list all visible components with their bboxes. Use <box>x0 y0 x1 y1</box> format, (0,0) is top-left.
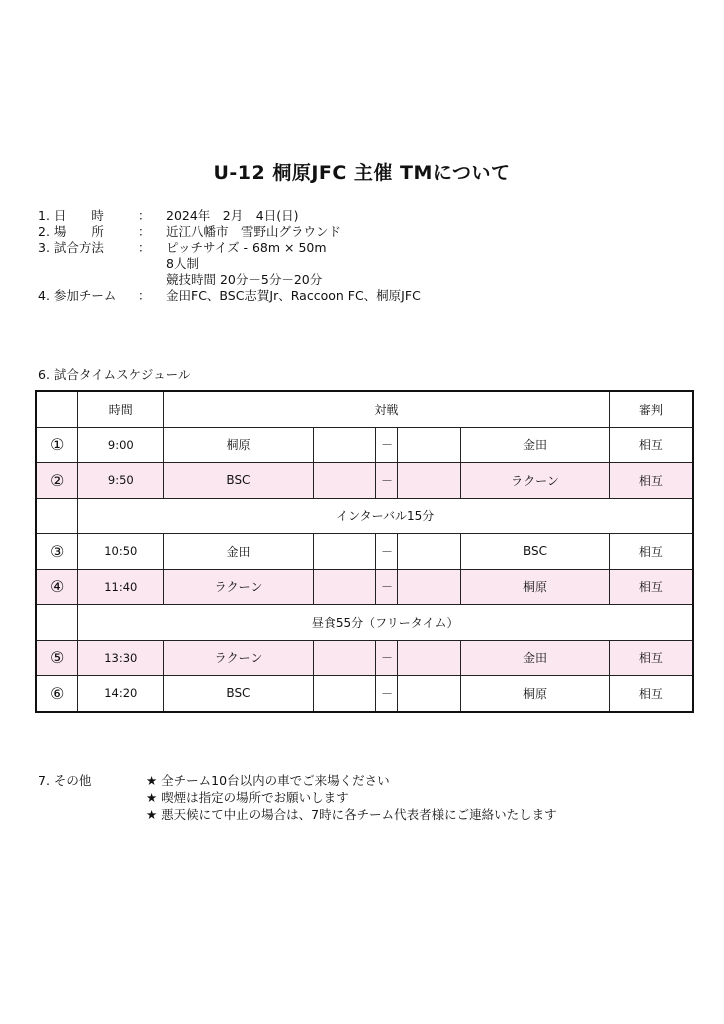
header-time: 時間 <box>78 391 164 427</box>
referee: 相互 <box>609 569 693 605</box>
info-value: 金田FC、BSC志賀Jr、Raccoon FC、桐原JFC <box>166 288 421 303</box>
match-dash: － <box>376 463 398 499</box>
home-score <box>313 569 376 605</box>
info-label: 2. 場 所 <box>38 224 104 239</box>
away-score <box>398 569 461 605</box>
other-item: ★ 喫煙は指定の場所でお願いします <box>146 790 349 805</box>
info-values <box>166 224 341 240</box>
away-score <box>398 427 461 463</box>
match-time: 13:30 <box>78 640 164 676</box>
info-value: 8人制 <box>166 256 199 271</box>
match-row <box>36 534 693 570</box>
referee: 相互 <box>609 640 693 676</box>
away-team: ラクーン <box>461 463 610 499</box>
page-title: U-12 桐原JFC 主催 TMについて <box>213 162 511 184</box>
other-notes <box>38 772 557 823</box>
info-colon: ： <box>138 224 151 239</box>
event-info <box>38 208 421 304</box>
schedule-header-row <box>36 391 693 427</box>
away-team: BSC <box>461 534 610 570</box>
info-value: 競技時間 20分－5分－20分 <box>166 272 323 287</box>
home-team: BSC <box>164 676 314 712</box>
header-match: 対戦 <box>164 391 610 427</box>
match-time: 14:20 <box>78 676 164 712</box>
info-row <box>38 208 421 224</box>
match-row <box>36 463 693 499</box>
away-team: 桐原 <box>461 676 610 712</box>
match-time: 11:40 <box>78 569 164 605</box>
home-team: ラクーン <box>164 569 314 605</box>
match-row <box>36 427 693 463</box>
info-colon: ： <box>138 208 151 223</box>
other-items <box>146 772 557 823</box>
referee: 相互 <box>609 676 693 712</box>
match-time: 10:50 <box>78 534 164 570</box>
other-item: ★ 全チーム10台以内の車でご来場ください <box>146 773 390 788</box>
match-time: 9:00 <box>78 427 164 463</box>
schedule-heading: 6. 試合タイムスケジュール <box>38 367 191 382</box>
referee: 相互 <box>609 463 693 499</box>
away-team: 金田 <box>461 427 610 463</box>
info-row <box>38 224 421 240</box>
match-dash: － <box>376 676 398 712</box>
away-score <box>398 534 461 570</box>
home-score <box>313 534 376 570</box>
home-team: ラクーン <box>164 640 314 676</box>
match-number: ④ <box>36 569 78 605</box>
home-team: BSC <box>164 463 314 499</box>
home-score <box>313 463 376 499</box>
home-score <box>313 676 376 712</box>
home-team: 桐原 <box>164 427 314 463</box>
break-row <box>36 498 693 534</box>
info-values <box>166 240 327 288</box>
info-value: 近江八幡市 雪野山グラウンド <box>166 224 342 239</box>
header-blank <box>36 391 78 427</box>
away-score <box>398 676 461 712</box>
match-number: ② <box>36 463 78 499</box>
info-value: 2024年 2月 4日(日) <box>166 208 299 223</box>
info-values <box>166 288 421 304</box>
match-row <box>36 569 693 605</box>
match-dash: － <box>376 640 398 676</box>
match-row <box>36 640 693 676</box>
away-team: 桐原 <box>461 569 610 605</box>
match-dash: － <box>376 534 398 570</box>
info-colon: ： <box>138 240 151 255</box>
info-label: 3. 試合方法 <box>38 240 104 255</box>
away-score <box>398 640 461 676</box>
break-row <box>36 605 693 641</box>
match-time: 9:50 <box>78 463 164 499</box>
info-label: 1. 日 時 <box>38 208 104 223</box>
home-team: 金田 <box>164 534 314 570</box>
match-number: ③ <box>36 534 78 570</box>
other-item: ★ 悪天候にて中止の場合は、7時に各チーム代表者様にご連絡いたします <box>146 807 557 822</box>
info-row <box>38 288 421 304</box>
match-row <box>36 676 693 712</box>
header-referee: 審判 <box>609 391 693 427</box>
break-label: 昼食55分（フリータイム） <box>78 605 693 641</box>
match-dash: － <box>376 569 398 605</box>
match-number: ⑤ <box>36 640 78 676</box>
other-label: 7. その他 <box>38 773 92 788</box>
info-row <box>38 240 421 288</box>
break-label: インターバル15分 <box>78 498 693 534</box>
home-score <box>313 427 376 463</box>
referee: 相互 <box>609 427 693 463</box>
info-colon: ： <box>138 288 151 303</box>
break-blank <box>36 605 78 641</box>
home-score <box>313 640 376 676</box>
match-dash: － <box>376 427 398 463</box>
info-value: ピッチサイズ - 68m × 50m <box>166 240 327 255</box>
match-number: ① <box>36 427 78 463</box>
referee: 相互 <box>609 534 693 570</box>
break-blank <box>36 498 78 534</box>
info-label: 4. 参加チーム <box>38 288 117 303</box>
away-team: 金田 <box>461 640 610 676</box>
schedule-table <box>35 390 694 713</box>
match-number: ⑥ <box>36 676 78 712</box>
away-score <box>398 463 461 499</box>
info-values <box>166 208 298 224</box>
